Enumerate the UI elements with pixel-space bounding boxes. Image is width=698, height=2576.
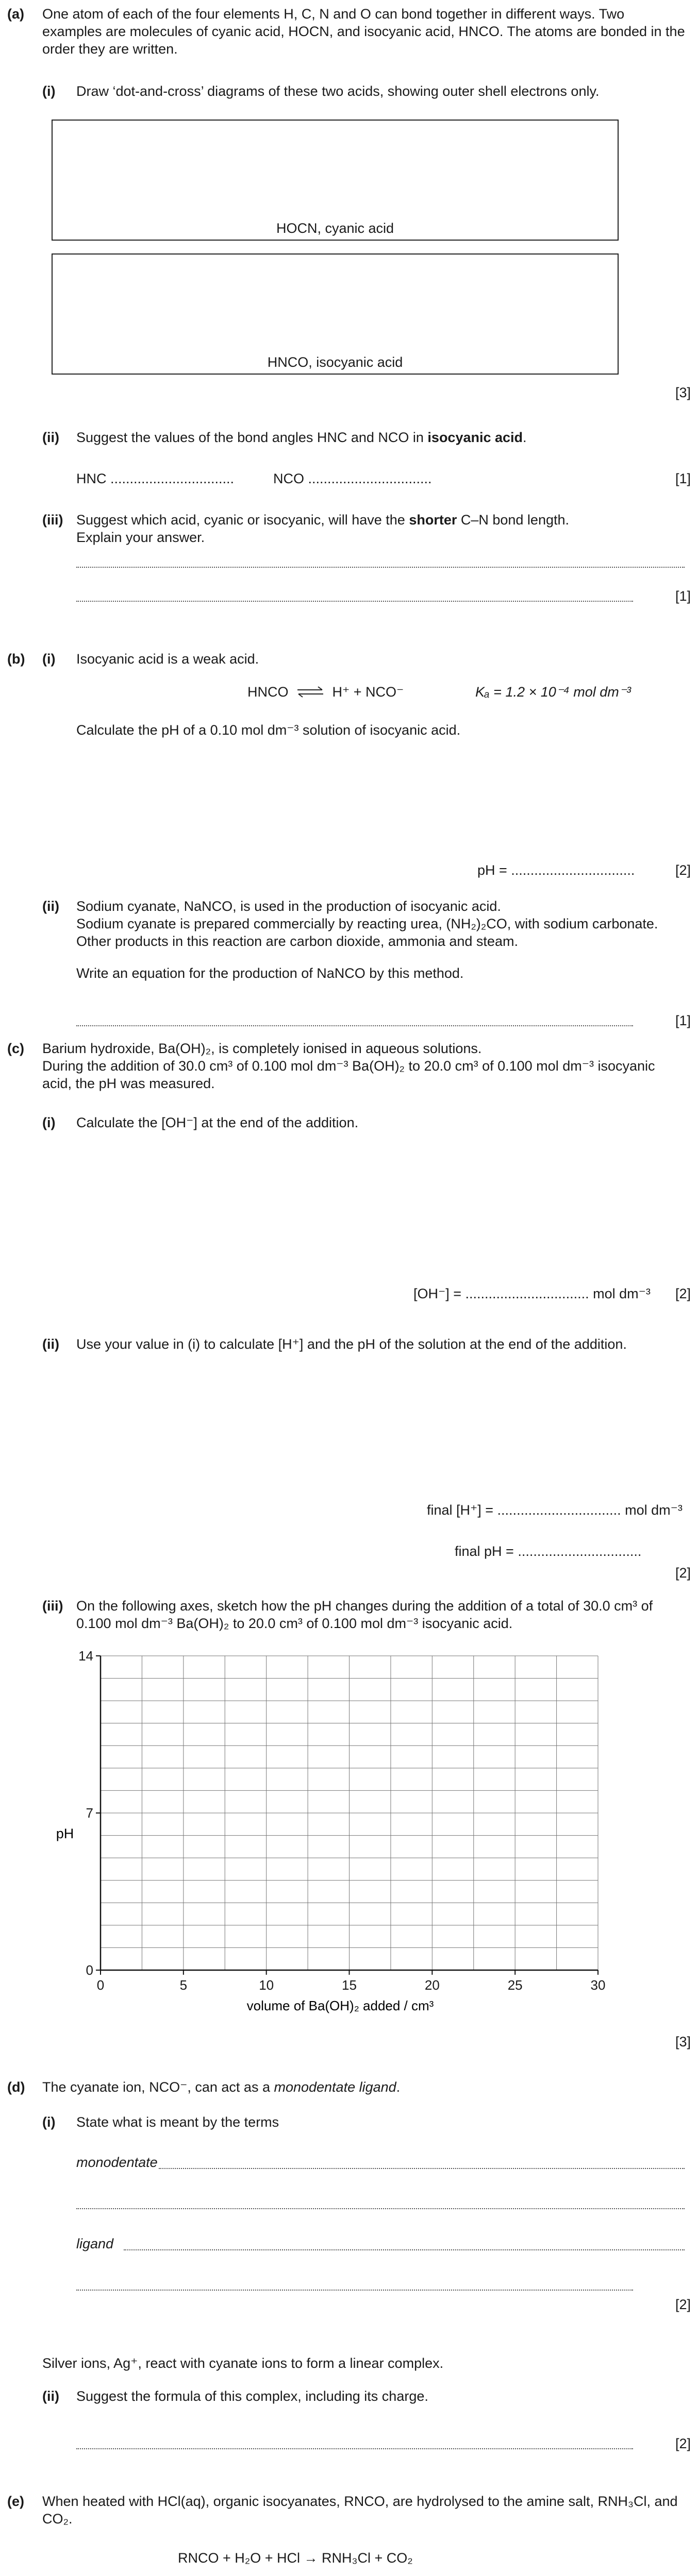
ka-value: Kₐ = 1.2 × 10⁻⁴ mol dm⁻³ (475, 684, 631, 700)
oh-answer[interactable]: [OH⁻] = ................................ mol dm⁻³ (413, 1286, 651, 1301)
part-c-iii-text: On the following axes, sketch how the pH changes during the addition of a total of 30.0 cm³ of 0.100 mol dm⁻³ Ba(OH)₂ to 20.0 cm³ of 0.100 mol dm⁻³ isocyanic acid. (76, 1598, 653, 1631)
equilibrium-arrow-icon (296, 684, 324, 702)
answer-line[interactable] (124, 2249, 685, 2250)
x-tick-label: 25 (507, 1977, 523, 1993)
part-b-i-text2: Calculate the pH of a 0.10 mol dm⁻³ solution of isocyanic acid. (76, 722, 461, 738)
part-d-ii-mark: [2] (675, 2436, 691, 2451)
hydrolysis-equation: RNCO + H₂O + HCl → RNH₃Cl + CO₂ (178, 2550, 413, 2566)
part-c-ii-mark: [2] (675, 1565, 691, 1581)
part-c-ii-label: (ii) (42, 1336, 59, 1352)
part-b-ii-label: (ii) (42, 899, 59, 914)
part-d-i-text: State what is meant by the terms (76, 2114, 279, 2130)
part-b-ii-mark: [1] (675, 1013, 691, 1028)
part-b-ii-text1: Sodium cyanate, NaNCO, is used in the production of isocyanic acid. (76, 899, 501, 914)
x-tick-label: 5 (179, 1977, 188, 1993)
part-b-i-text: Isocyanic acid is a weak acid. (76, 651, 259, 667)
part-d-ii-label: (ii) (42, 2388, 59, 2404)
answer-line[interactable] (76, 2208, 685, 2209)
answer-line[interactable] (76, 601, 633, 602)
silver-text: Silver ions, Ag⁺, react with cyanate ions to form a linear complex. (42, 2355, 444, 2371)
part-a-intro: One atom of each of the four elements H, C, N and O can bond together in different ways. Two examples are molecules of cyanic acid, HOCN, and isocyanic acid, HNCO. The atoms are bonded in the order they are written. (42, 6, 685, 57)
part-a-iii-mark: [1] (675, 588, 691, 604)
part-c-i-mark: [2] (675, 1286, 691, 1301)
chart-ticks (78, 1648, 605, 1993)
part-a-ii-label: (ii) (42, 430, 59, 445)
part-d-label: (d) (7, 2079, 25, 2095)
y-axis-label: pH (56, 1826, 74, 1841)
part-c-intro2: During the addition of 30.0 cm³ of 0.100 mol dm⁻³ Ba(OH)₂ to 20.0 cm³ of 0.100 mol dm⁻³ isocyanic acid, the pH was measured. (42, 1058, 655, 1091)
part-a-i-text: Draw ‘dot-and-cross’ diagrams of these two acids, showing outer shell electrons only. (76, 83, 600, 99)
eq-left: HNCO (247, 684, 289, 700)
part-a-label: (a) (7, 6, 24, 22)
part-c-iii-mark: [3] (675, 2034, 691, 2049)
y-tick-label: 14 (78, 1648, 93, 1664)
x-tick-label: 10 (259, 1977, 274, 1993)
ph-chart-svg[interactable] (52, 1647, 624, 2018)
answer-line[interactable] (76, 2290, 633, 2291)
x-tick-label: 30 (590, 1977, 606, 1993)
part-b-ii-text3: Write an equation for the production of NaNCO by this method. (76, 965, 464, 981)
y-tick-label: 0 (86, 1962, 93, 1978)
part-a-i-label: (i) (42, 83, 56, 99)
eq-right: H⁺ + NCO⁻ (332, 684, 404, 700)
part-d-i-label: (i) (42, 2114, 56, 2130)
part-b-i-label: (i) (42, 651, 56, 667)
part-b-i-mark: [2] (675, 862, 691, 878)
drawing-box-cyanic[interactable] (52, 120, 619, 241)
equilibrium-equation (247, 683, 404, 702)
drawing-box-isocyanic[interactable] (52, 253, 619, 375)
part-d-ii-text: Suggest the formula of this complex, including its charge. (76, 2388, 428, 2404)
ph-chart[interactable] (52, 1647, 624, 2018)
part-c-label: (c) (7, 1041, 24, 1056)
part-a-i-mark: [3] (675, 385, 691, 400)
part-a-iii-text2: Explain your answer. (76, 530, 205, 545)
x-axis-label: volume of Ba(OH)₂ added / cm³ (246, 1998, 434, 2013)
part-c-i-text: Calculate the [OH⁻] at the end of the addition. (76, 1115, 359, 1130)
part-a-iii-label: (iii) (42, 512, 63, 528)
part-c-intro1: Barium hydroxide, Ba(OH)₂, is completely ionised in aqueous solutions. (42, 1041, 482, 1056)
x-tick-label: 20 (424, 1977, 440, 1993)
x-tick-label: 0 (96, 1977, 105, 1993)
part-d-intro: The cyanate ion, NCO⁻, can act as a monodentate ligand. (42, 2079, 401, 2095)
answer-line[interactable] (159, 2168, 685, 2169)
answer-line[interactable] (76, 1025, 633, 1026)
part-b-label: (b) (7, 651, 25, 667)
final-h-answer[interactable]: final [H⁺] = ................................ mol dm⁻³ (427, 1502, 683, 1518)
part-a-ii-text: Suggest the values of the bond angles HNC and NCO in isocyanic acid. (76, 430, 527, 445)
part-d-i-mark: [2] (675, 2297, 691, 2312)
part-c-i-label: (i) (42, 1115, 56, 1130)
part-e-label: (e) (7, 2494, 24, 2509)
part-a-iii-text: Suggest which acid, cyanic or isocyanic, will have the shorter C–N bond length. (76, 512, 569, 528)
term-monodentate: monodentate (76, 2155, 158, 2170)
box-caption-isocyanic: HNCO, isocyanic acid (267, 354, 403, 370)
box-caption-cyanic: HOCN, cyanic acid (276, 221, 394, 236)
y-tick-label: 7 (86, 1805, 93, 1821)
part-a-ii-mark: [1] (675, 471, 691, 486)
answer-line[interactable] (76, 567, 685, 568)
part-e-intro: When heated with HCl(aq), organic isocyanates, RNCO, are hydrolysed to the amine salt, RNH₃Cl, and CO₂. (42, 2494, 678, 2527)
x-tick-label: 15 (342, 1977, 357, 1993)
final-ph-answer[interactable]: final pH = ................................ (455, 1544, 642, 1559)
ph-answer[interactable]: pH = ................................ (477, 862, 635, 878)
term-ligand: ligand (76, 2236, 114, 2251)
answer-line[interactable] (76, 2448, 633, 2449)
part-b-ii-text2: Sodium cyanate is prepared commercially by reacting urea, (NH₂)₂CO, with sodium carbonate. Other products in this reaction are carbon dioxide, ammonia and steam. (76, 916, 658, 949)
part-c-iii-label: (iii) (42, 1598, 63, 1614)
part-c-ii-text: Use your value in (i) to calculate [H⁺] and the pH of the solution at the end of the addition. (76, 1336, 627, 1352)
nco-answer[interactable]: NCO ................................ (273, 471, 432, 486)
hnc-answer[interactable]: HNC ................................ (76, 471, 235, 486)
chart-grid (101, 1656, 598, 1970)
